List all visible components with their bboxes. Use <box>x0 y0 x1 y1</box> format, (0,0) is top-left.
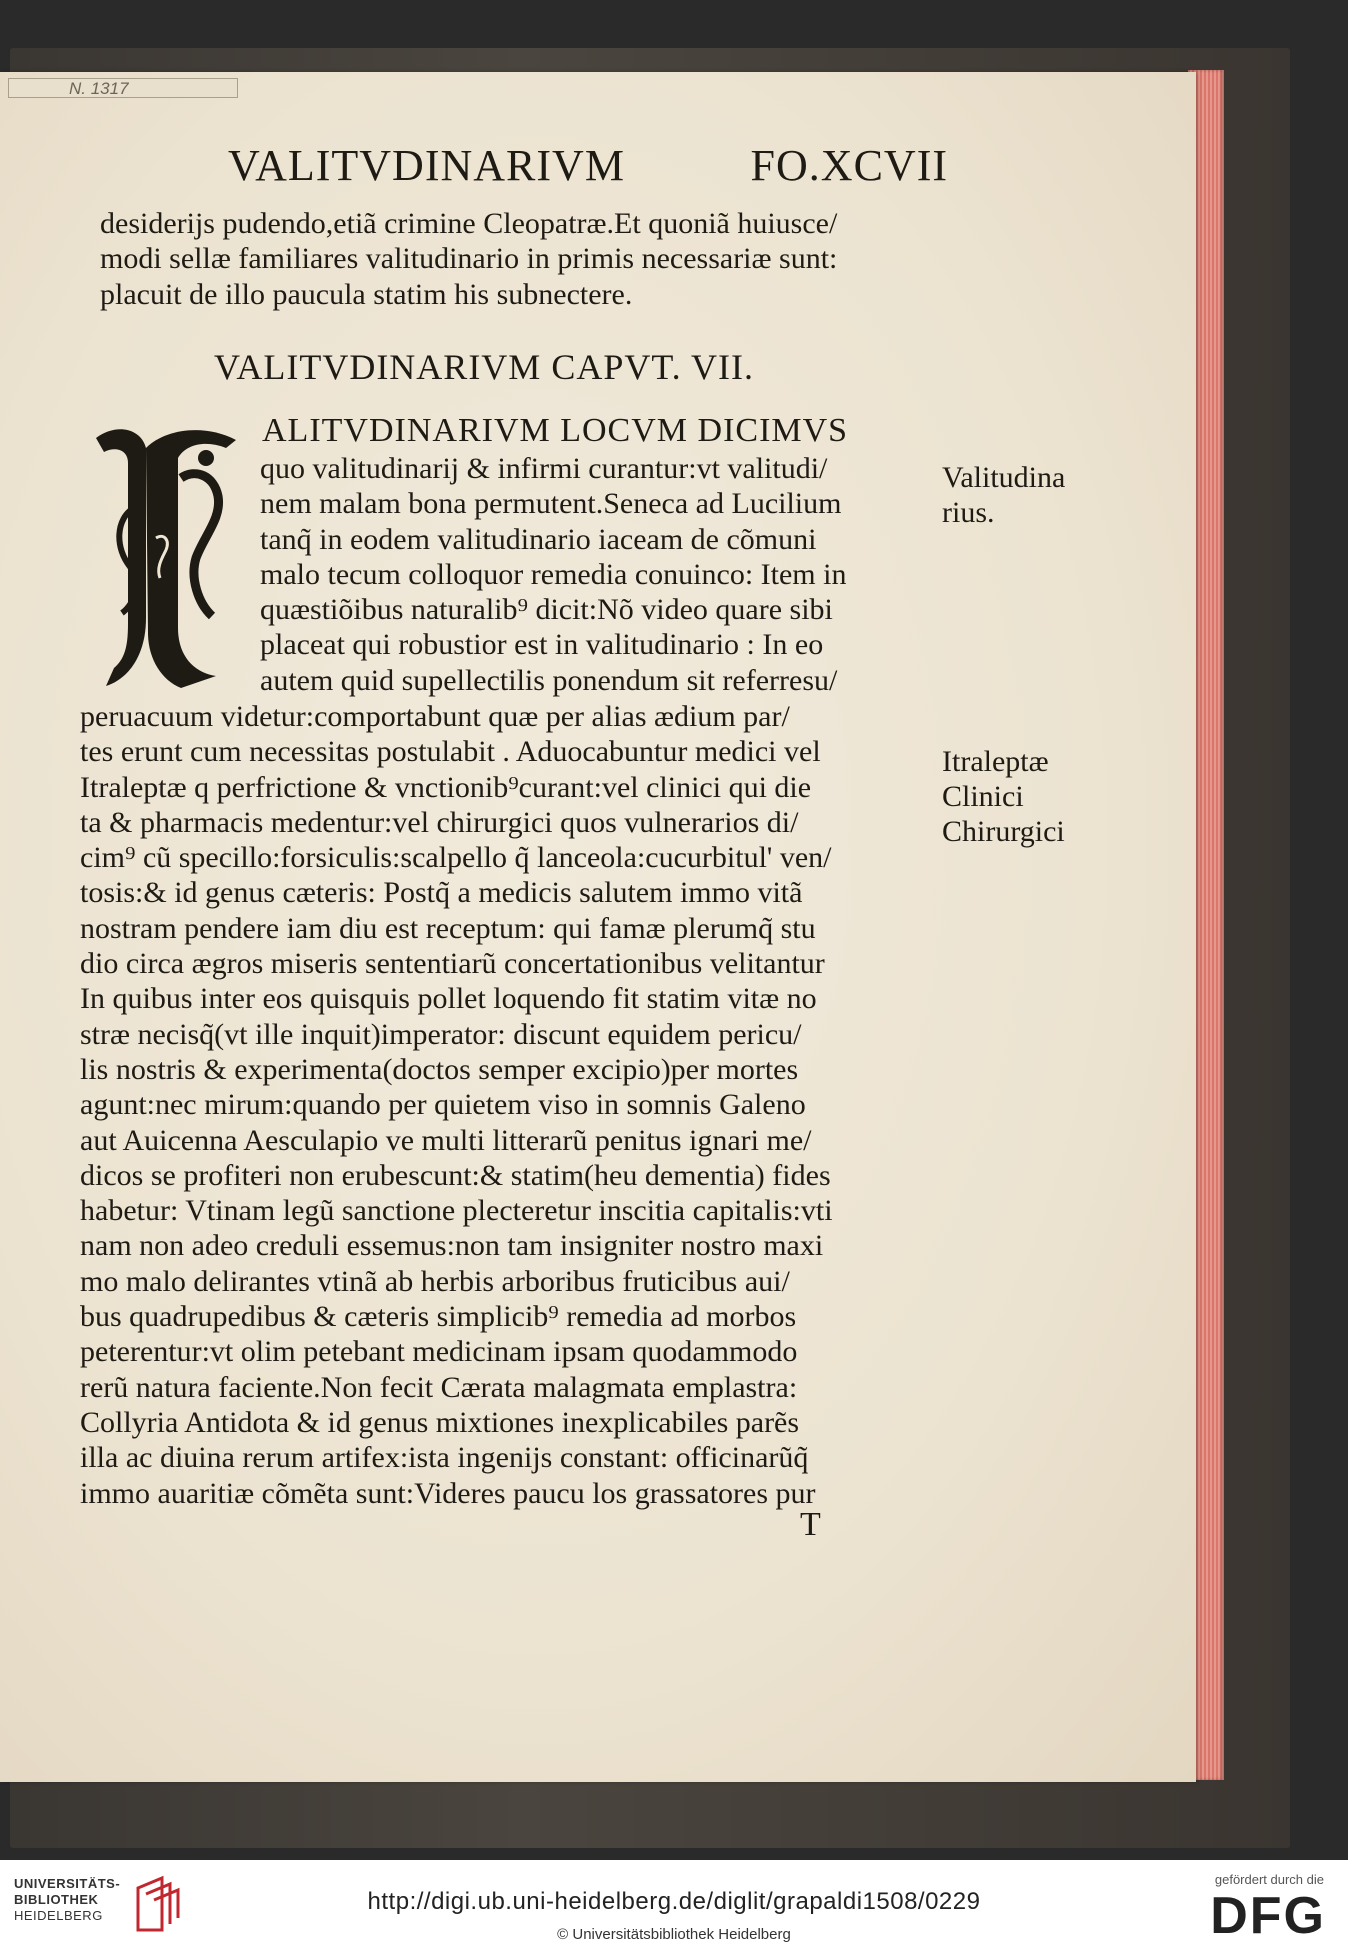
funder-caption: gefördert durch die <box>1214 1872 1324 1887</box>
intro-paragraph <box>100 206 950 312</box>
running-head-title: VALITVDINARIVM <box>228 141 625 190</box>
margin-note-line: Itraleptæ <box>942 745 1049 778</box>
library-line: UNIVERSITÄTS- <box>14 1876 121 1891</box>
text-line: nostram pendere iam diu est receptum: qui famæ plerumq̃ stu <box>80 911 816 945</box>
text-line: Collyria Antidota & id genus mixtiones inexplicabiles parẽs <box>80 1405 800 1439</box>
margin-note-line: Valitudina <box>942 461 1066 494</box>
text-line: desiderijs pudendo,etiã crimine Cleopatræ.Et quoniã huiusce/ <box>100 207 838 240</box>
text-line: peruacuum videtur:comportabunt quæ per alias ædium par/ <box>80 700 790 733</box>
text-line: autem quid supellectilis ponendum sit referresu/ <box>260 663 838 697</box>
permalink[interactable]: http://digi.ub.uni-heidelberg.de/diglit/grapaldi1508/0229 <box>367 1888 981 1915</box>
margin-note-line: Chirurgici <box>942 815 1065 848</box>
opening-line: ALITVDINARIVM LOCVM DICIMVS <box>262 412 849 449</box>
text-line: mo malo delirantes vtinã ab herbis arboribus fruticibus aui/ <box>80 1264 790 1298</box>
text-line: lis nostris & experimenta(doctos semper excipio)per mortes <box>80 1052 799 1086</box>
text-line: habetur: Vtinam legũ sanctione plecteretur inscitia capitalis:vti <box>80 1194 833 1228</box>
text-line: agunt:nec mirum:quando per quietem viso in somnis Galeno <box>80 1088 806 1122</box>
text-line: illa ac diuina rerum artifex:ista ingenijs constant: officinarũq̃ <box>80 1441 809 1475</box>
text-line: nam non adeo creduli essemus:non tam insigniter nostro maxi <box>80 1229 824 1263</box>
text-line: ta & pharmacis medentur:vel chirurgici quos vulnerarios di/ <box>80 805 799 839</box>
text-line: tes erunt cum necessitas postulabit . Aduocabuntur medici vel <box>80 735 821 769</box>
folio-number: FO.XCVII <box>750 141 948 190</box>
text-line: peterentur:vt olim petebant medicinam ipsam quodammodo <box>80 1335 798 1369</box>
text-line: modi sellæ familiares valitudinario in primis necessariæ sunt: <box>100 242 838 276</box>
body-paragraph <box>80 699 930 1511</box>
margin-note-valitudinarius <box>942 460 1065 530</box>
funder-logo: DFG <box>1210 1887 1326 1945</box>
copyright-notice: © Universitätsbibliothek Heidelberg <box>557 1926 791 1943</box>
text-line: immo auaritiæ cõmẽta sunt:Videres paucu los grassatores pur <box>80 1476 816 1510</box>
text-line: tosis:& id genus cæteris: Postq̃ a medicis salutem immo vitã <box>80 876 803 910</box>
text-line: quæstiõibus naturalib⁹ dicit:Nõ video quare sibi <box>260 593 833 627</box>
woodcut-initial-v <box>86 418 246 693</box>
margin-note-line: Clinici <box>942 780 1024 813</box>
text-line: Itraleptæ q perfrictione & vnctionib⁹curant:vel clinici qui die <box>80 770 812 804</box>
text-line: malo tecum colloquor remedia conuinco: Item in <box>260 557 847 591</box>
text-line: placuit de illo paucula statim his subnectere. <box>100 277 633 311</box>
text-line: placeat qui robustior est in valitudinario : In eo <box>260 628 824 662</box>
text-line: nem malam bona permutent.Seneca ad Lucilium <box>260 487 842 521</box>
indented-paragraph <box>260 451 930 698</box>
text-line: dio circa ægros miseris sententiarũ concertationibus velitantur <box>80 947 825 981</box>
text-line: bus quadrupedibus & cæteris simplicib⁹ remedia ad morbos <box>80 1300 797 1334</box>
margin-note-line: rius. <box>942 496 995 529</box>
library-line: BIBLIOTHEK <box>14 1892 99 1907</box>
running-head <box>228 140 948 191</box>
text-line: quo valitudinarij & infirmi curantur:vt valitudi/ <box>260 452 828 485</box>
text-line: aut Auicenna Aesculapio ve multi litterarũ penitus ignari me/ <box>80 1123 812 1157</box>
text-line: cim⁹ cũ specillo:forsiculis:scalpello q̃ lanceola:cucurbitul' ven/ <box>80 841 832 875</box>
text-line: In quibus inter eos quisquis pollet loquendo fit statim vitæ no <box>80 982 817 1016</box>
library-line: HEIDELBERG <box>14 1908 103 1923</box>
viewer-footer <box>0 1860 1348 1955</box>
text-line: dicos se profiteri non erubescunt:& statim(heu dementia) fides <box>80 1158 831 1192</box>
text-line: tanq̃ in eodem valitudinario iaceam de cõmuni <box>260 522 817 556</box>
chapter-title: VALITVDINARIVM CAPVT. VII. <box>214 347 754 387</box>
margin-note-physicians <box>942 744 1065 849</box>
shelfmark-label: N. 1317 <box>8 78 238 98</box>
text-line: rerũ natura faciente.Non fecit Cærata malagmata emplastra: <box>80 1370 798 1404</box>
text-line: stræ necisq̃(vt ille inquit)imperator: discunt equidem pericu/ <box>80 1017 802 1051</box>
signature-mark: T <box>800 1506 821 1543</box>
